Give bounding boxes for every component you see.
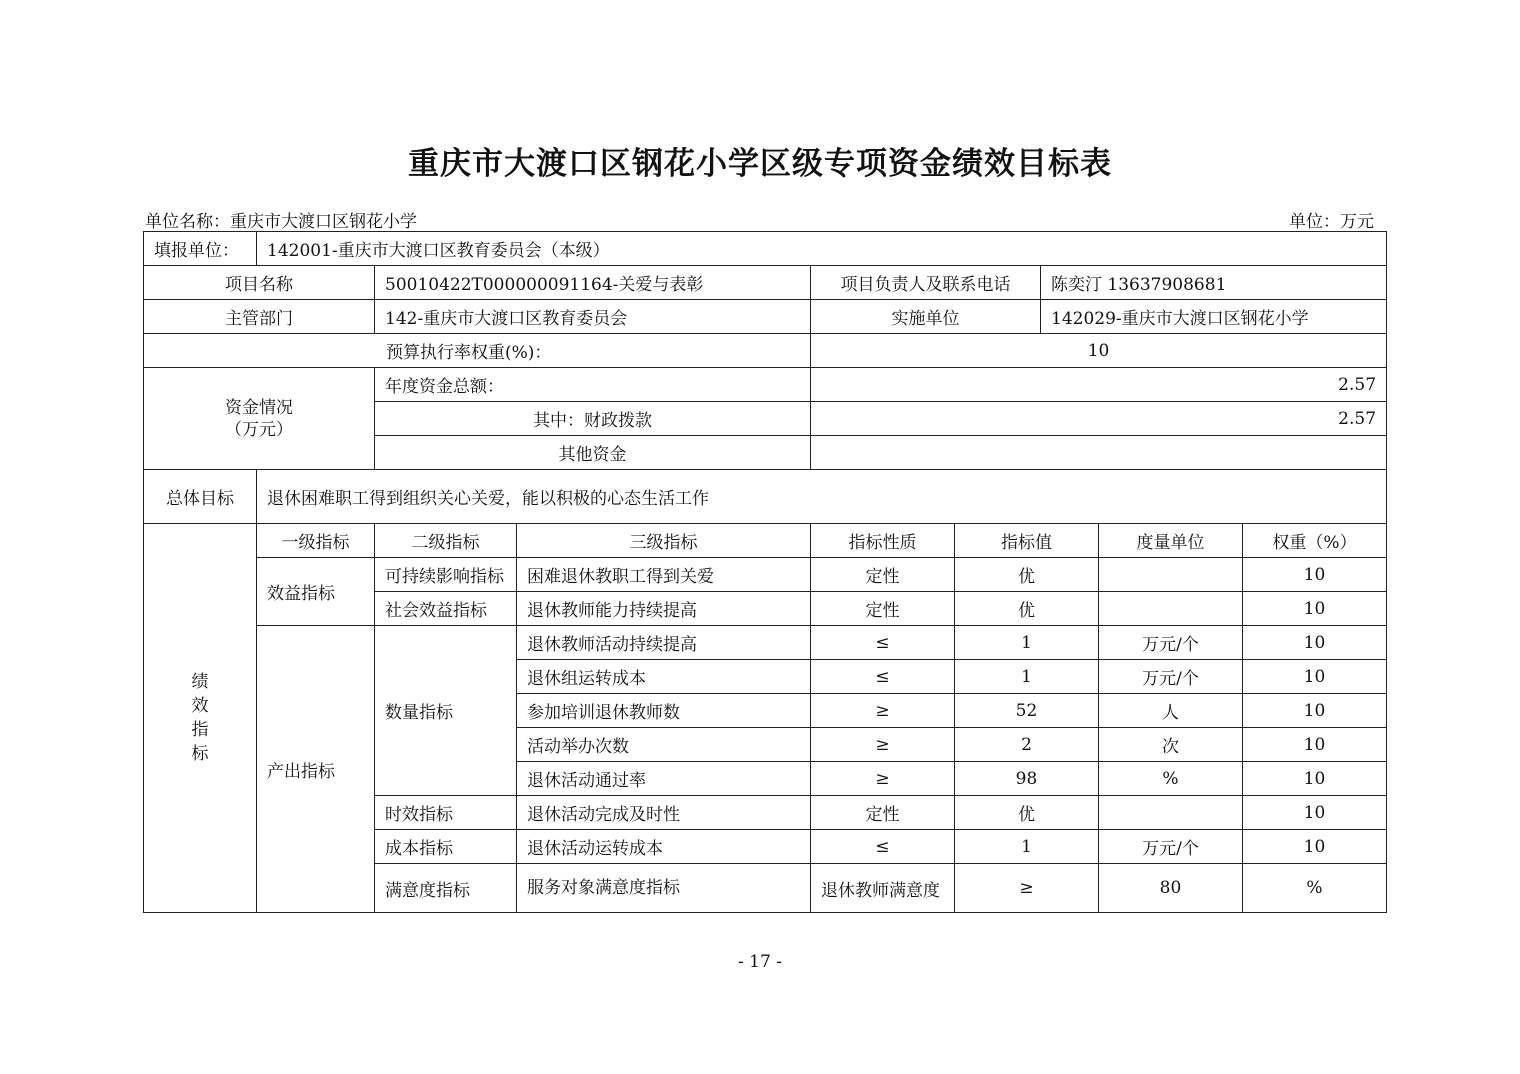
level3-indicator: 困难退休教职工得到关爱 — [517, 558, 811, 592]
report-unit: 142001-重庆市大渡口区教育委员会（本级） — [257, 232, 1387, 266]
indicator-nature: ≤ — [811, 626, 955, 660]
page-title: 重庆市大渡口区钢花小学区级专项资金绩效目标表 — [408, 146, 1112, 182]
impl-label: 实施单位 — [811, 300, 1041, 334]
project-name: 50010422T000000091164-关爱与表彰 — [375, 266, 811, 300]
weight: 10 — [1243, 592, 1387, 626]
annual-label: 年度资金总额： — [375, 368, 811, 402]
indicator-value: 2 — [955, 728, 1099, 762]
indicator-nature: 定性 — [811, 558, 955, 592]
unit-name: 单位名称：重庆市大渡口区钢花小学 — [145, 212, 417, 232]
indicator-value: 1 — [955, 830, 1099, 864]
column-header: 权重（%） — [1243, 524, 1387, 558]
table-row — [144, 626, 1387, 660]
perf-label — [144, 524, 257, 913]
indicator-value: 52 — [955, 694, 1099, 728]
measure-unit — [1099, 558, 1243, 592]
other-label: 其他资金 — [375, 436, 811, 470]
measure-unit: 万元/个 — [1099, 626, 1243, 660]
indicator-value: 优 — [955, 558, 1099, 592]
indicator-value: 1 — [955, 660, 1099, 694]
performance-table — [143, 524, 1387, 913]
owner-label: 项目负责人及联系电话 — [811, 266, 1041, 300]
measure-unit: 次 — [1099, 728, 1243, 762]
level1-indicator: 效益指标 — [257, 558, 375, 626]
measure-unit: % — [1099, 762, 1243, 796]
report-unit-label: 填报单位： — [144, 232, 257, 266]
weight: 10 — [1243, 830, 1387, 864]
weight: 10 — [1243, 694, 1387, 728]
column-header: 三级指标 — [517, 524, 811, 558]
indicator-nature: ≥ — [811, 762, 955, 796]
indicator-nature: 定性 — [811, 592, 955, 626]
level1-indicator: 满意度指标 — [375, 864, 517, 913]
funds-label-text: 资金情况 — [225, 397, 293, 418]
indicator-value: 优 — [955, 796, 1099, 830]
level2-indicator: 社会效益指标 — [375, 592, 517, 626]
weight: 10 — [1243, 626, 1387, 660]
level3-indicator: 退休教师活动持续提高 — [517, 626, 811, 660]
indicator-value: 98 — [955, 762, 1099, 796]
level3-indicator: 退休组运转成本 — [517, 660, 811, 694]
annual-value: 2.57 — [811, 368, 1387, 402]
measure-unit — [1099, 796, 1243, 830]
dept: 142-重庆市大渡口区教育委员会 — [375, 300, 811, 334]
indicator-nature: ≤ — [811, 830, 955, 864]
column-header: 二级指标 — [375, 524, 517, 558]
level2-indicator: 服务对象满意度指标 — [517, 864, 811, 913]
level3-indicator: 退休教师能力持续提高 — [517, 592, 811, 626]
column-header: 指标值 — [955, 524, 1099, 558]
level2-indicator: 成本指标 — [375, 830, 517, 864]
measure-unit — [1099, 592, 1243, 626]
level2-indicator: 可持续影响指标 — [375, 558, 517, 592]
weight: 10 — [1243, 796, 1387, 830]
dept-label: 主管部门 — [144, 300, 375, 334]
level2-indicator: 数量指标 — [375, 626, 517, 796]
indicator-nature: ≥ — [955, 864, 1099, 913]
goal-label: 总体目标 — [144, 470, 257, 524]
other-value — [811, 436, 1387, 470]
indicator-nature: 定性 — [811, 796, 955, 830]
indicator-value: 优 — [955, 592, 1099, 626]
measure-unit: 万元/个 — [1099, 660, 1243, 694]
funds-unit: （万元） — [225, 419, 293, 440]
budget-weight: 10 — [811, 334, 1387, 368]
level3-indicator: 退休活动运转成本 — [517, 830, 811, 864]
fiscal-label: 其中：财政拨款 — [375, 402, 811, 436]
project-info-table — [143, 231, 1387, 524]
fiscal-value: 2.57 — [811, 402, 1387, 436]
perf-label-char: 标 — [191, 744, 209, 764]
budget-weight-label: 预算执行率权重(%)： — [144, 334, 811, 368]
currency-unit: 单位：万元 — [1289, 212, 1374, 232]
level3-indicator: 退休活动完成及时性 — [517, 796, 811, 830]
level3-indicator: 活动举办次数 — [517, 728, 811, 762]
impl: 142029-重庆市大渡口区钢花小学 — [1041, 300, 1387, 334]
perf-label-char: 效 — [191, 696, 209, 716]
table-row — [144, 558, 1387, 592]
indicator-nature: ≤ — [811, 660, 955, 694]
indicator-value: 1 — [955, 626, 1099, 660]
project-name-label: 项目名称 — [144, 266, 375, 300]
level3-indicator: 参加培训退休教师数 — [517, 694, 811, 728]
perf-label-char: 指 — [191, 720, 209, 740]
page-number: - 17 - — [738, 952, 782, 972]
indicator-nature: ≥ — [811, 694, 955, 728]
indicator-nature: ≥ — [811, 728, 955, 762]
measure-unit: % — [1243, 864, 1387, 913]
perf-label-char: 绩 — [191, 672, 209, 692]
measure-unit: 人 — [1099, 694, 1243, 728]
level3-indicator: 退休教师满意度 — [811, 864, 955, 913]
indicator-value: 80 — [1099, 864, 1243, 913]
level1-indicator: 产出指标 — [257, 626, 375, 913]
column-header: 指标性质 — [811, 524, 955, 558]
column-header: 度量单位 — [1099, 524, 1243, 558]
owner: 陈奕汀 13637908681 — [1041, 266, 1387, 300]
level3-indicator: 退休活动通过率 — [517, 762, 811, 796]
level2-indicator: 时效指标 — [375, 796, 517, 830]
measure-unit: 万元/个 — [1099, 830, 1243, 864]
funds-label — [144, 368, 375, 470]
weight: 10 — [1243, 660, 1387, 694]
column-header: 一级指标 — [257, 524, 375, 558]
weight: 10 — [1243, 762, 1387, 796]
goal: 退休困难职工得到组织关心关爱，能以积极的心态生活工作 — [257, 470, 1387, 524]
weight: 10 — [1243, 728, 1387, 762]
weight: 10 — [1243, 558, 1387, 592]
